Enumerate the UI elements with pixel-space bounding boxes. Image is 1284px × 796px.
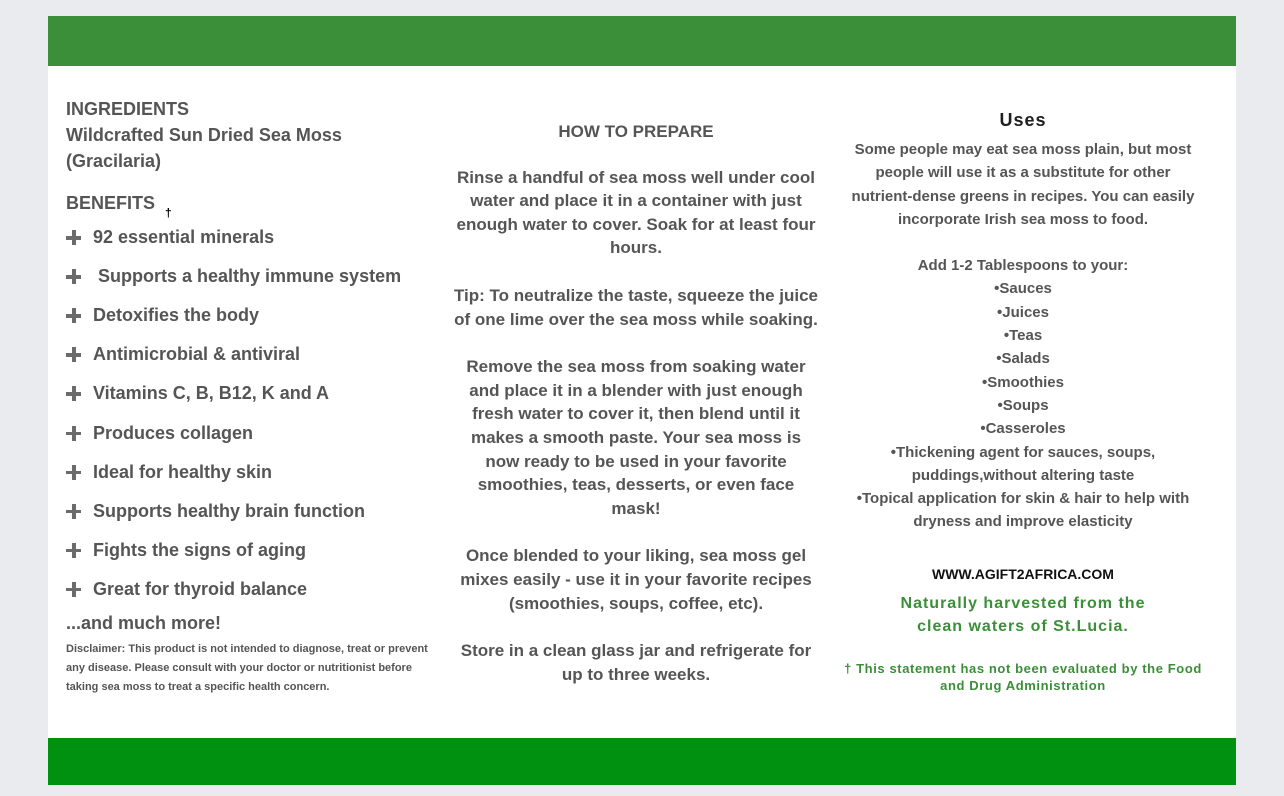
how-to-prepare-title: HOW TO PREPARE (558, 122, 714, 141)
benefit-item (66, 296, 436, 335)
top-green-band (48, 16, 1236, 66)
disclaimer-text: Disclaimer: This product is not intended to diagnose, treat or prevent any disease. Please consult with your doctor or nutritionist before taking sea moss to treat a specific health concern. (66, 642, 428, 693)
benefit-text: Supports a healthy immune system (93, 266, 402, 287)
prepare-paragraph: Rinse a handful of sea moss well under cool water and place it in a container with just enough water to cover. Soak for at least four hours. (456, 167, 816, 258)
plus-icon (66, 230, 81, 245)
uses-intro: Some people may eat sea moss plain, but most people will use it as a substitute for other nutrient-dense greens in recipes. You can easily incorporate Irish sea moss to food. (851, 141, 1195, 228)
benefit-item (66, 374, 436, 413)
benefit-text: Fights the signs of aging (93, 539, 306, 560)
benefit-text: Produces collagen (93, 422, 254, 443)
plus-icon (66, 504, 81, 519)
benefit-text: Vitamins C, B, B12, K and A (93, 383, 330, 404)
plus-icon (66, 465, 81, 480)
plus-icon (66, 386, 81, 401)
benefits-heading-row (66, 190, 436, 220)
uses-item: •Casseroles (980, 420, 1066, 438)
and-more-text: ...and much more! (66, 612, 222, 633)
ingredients-heading: INGREDIENTS (66, 99, 190, 119)
benefit-item (66, 570, 436, 609)
uses-item: •Juices (997, 303, 1049, 321)
uses-item: •Soups (997, 396, 1049, 414)
benefit-text: Detoxifies the body (93, 305, 260, 326)
plus-icon (66, 269, 81, 284)
benefit-item (66, 218, 436, 257)
plus-icon (66, 543, 81, 558)
uses-item: •Teas (1003, 327, 1043, 345)
benefit-item (66, 335, 436, 374)
left-column (66, 96, 436, 697)
ingredients-value: Wildcrafted Sun Dried Sea Moss (Gracilaria) (66, 125, 342, 171)
plus-icon (66, 426, 81, 441)
dagger-mark: † (165, 206, 172, 220)
prepare-paragraph: Tip: To neutralize the taste, squeeze the juice of one lime over the sea moss while soaking. (453, 285, 818, 329)
benefit-text: Ideal for healthy skin (93, 461, 273, 482)
plus-icon (66, 308, 81, 323)
benefit-text: 92 essential minerals (93, 227, 275, 248)
benefit-text: Supports healthy brain function (93, 500, 366, 521)
uses-item: •Salads (996, 350, 1050, 368)
prepare-paragraph: Once blended to your liking, sea moss gel mixes easily - use it in your favorite recipes (smoothies, soups, coffee, etc). (460, 546, 812, 613)
bottom-green-band (48, 738, 1236, 785)
benefit-text: Antimicrobial & antiviral (93, 344, 301, 365)
uses-list (838, 277, 1208, 533)
prepare-paragraph: Remove the sea moss from soaking water and place it in a blender with just enough fresh water to cover it, then blend until it makes a smooth paste. Your sea moss is now ready to be used in your favorite smoothies, teas, desserts, or even face mask! (466, 357, 806, 518)
plus-icon (66, 347, 81, 362)
middle-column (448, 120, 824, 710)
uses-item: •Smoothies (982, 373, 1064, 391)
website-link[interactable]: WWW.AGIFT2AFRICA.COM (932, 565, 1114, 582)
uses-item: •Thickening agent for sauces, soups, puddings,without altering taste (890, 443, 1156, 484)
benefit-item (66, 453, 436, 492)
plus-icon (66, 582, 81, 597)
prepare-paragraph: Store in a clean glass jar and refrigerate for up to three weeks. (460, 641, 812, 684)
uses-item: •Topical application for skin & hair to help with dryness and improve elasticity (856, 490, 1190, 531)
harvest-tagline: Naturally harvested from the clean waters of St.Lucia. (900, 594, 1146, 635)
benefit-text: Great for thyroid balance (93, 578, 308, 599)
add-heading: Add 1-2 Tablespoons to your: (917, 257, 1129, 275)
uses-title: Uses (999, 110, 1047, 130)
benefit-item (66, 492, 436, 531)
benefit-item (66, 257, 436, 296)
uses-item: •Sauces (994, 280, 1052, 298)
fda-note: † This statement has not been evaluated by the Food and Drug Administration (844, 660, 1202, 693)
right-column (838, 108, 1208, 694)
benefit-item (66, 531, 436, 570)
brochure-sheet (48, 16, 1236, 784)
benefits-list (66, 218, 436, 609)
benefit-item (66, 413, 436, 452)
benefits-heading: BENEFITS (66, 193, 156, 213)
